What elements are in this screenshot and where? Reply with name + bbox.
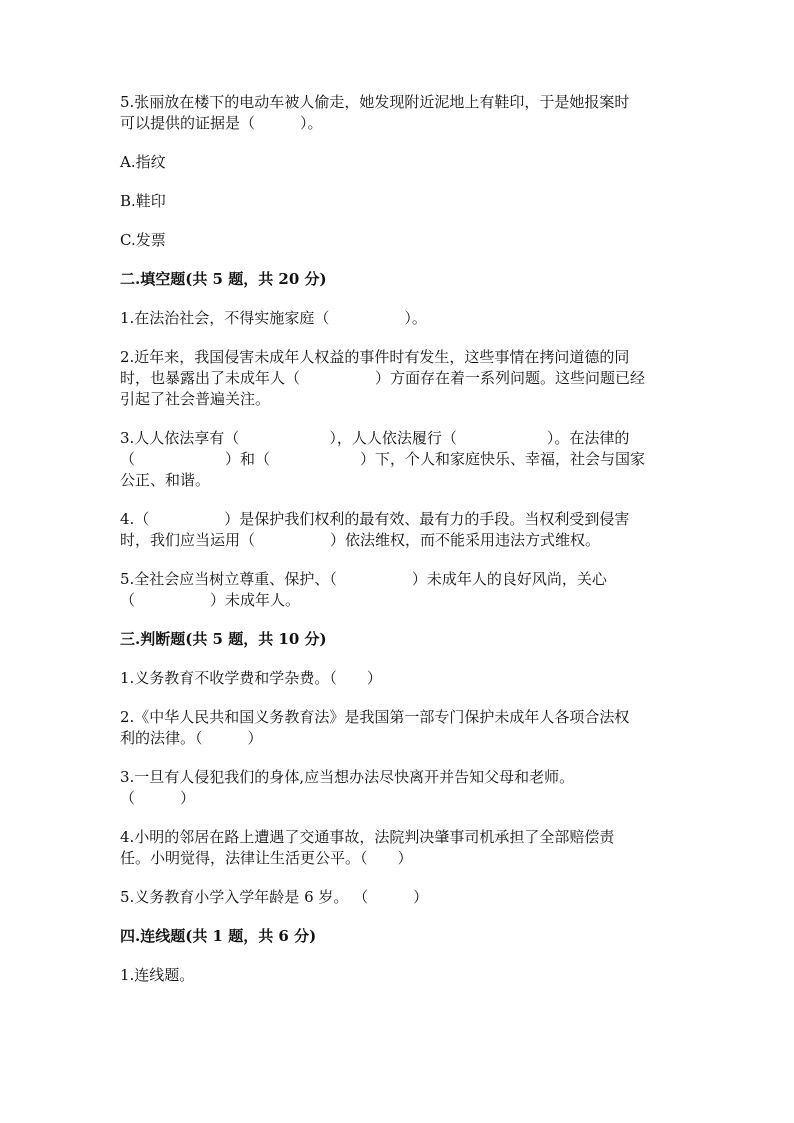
question-text-line: 时，我们应当运用（ ）依法维权，而不能采用违法方式维权。: [120, 531, 601, 549]
question-text-line: 可以提供的证据是（ ）。: [120, 114, 323, 132]
option-a: A.指纹: [120, 153, 166, 171]
question-text-line: 3.人人依法享有（ ），人人依法履行（ ）。在法律的: [120, 429, 630, 447]
section-title-true-false: 三.判断题(共 5 题，共 10 分): [120, 630, 327, 648]
section-title-matching: 四.连线题(共 1 题，共 6 分): [120, 927, 317, 945]
question-text-line: 2.近年来，我国侵害未成年人权益的事件时有发生，这些事情在拷问道德的同: [120, 348, 630, 366]
option-b: B.鞋印: [120, 192, 166, 210]
judge-question-5: 5.义务教育小学入学年龄是 6 岁。 （ ）: [120, 888, 429, 906]
exam-page: [120, 92, 680, 986]
question-text-line: 利的法律。（ ）: [120, 729, 263, 747]
fill-question-3: [120, 428, 680, 491]
fill-question-5: [120, 569, 680, 611]
section-title-fill-blank: 二.填空题(共 5 题，共 20 分): [120, 270, 327, 288]
question-text-line: 引起了社会普遍关注。: [120, 390, 271, 408]
fill-question-4: [120, 509, 680, 551]
question-text-line: （ ）: [120, 789, 196, 807]
question-text-line: 时，也暴露出了未成年人（ ）方面存在着一系列问题。这些问题已经: [120, 369, 646, 387]
choice-question-5: [120, 92, 680, 251]
question-text-line: 公正、和谐。: [120, 471, 211, 489]
question-text-line: 3.一旦有人侵犯我们的身体,应当想办法尽快离开并告知父母和老师。: [120, 768, 575, 786]
judge-question-2: [120, 707, 680, 749]
question-text-line: 任。小明觉得，法律让生活更公平。（ ）: [120, 849, 413, 867]
question-text-line: （ ）未成年人。: [120, 591, 301, 609]
option-c: C.发票: [120, 231, 166, 249]
question-text-line: 2.《中华人民共和国义务教育法》是我国第一部专门保护未成年人各项合法权: [120, 708, 630, 726]
question-text-line: 5.张丽放在楼下的电动车被人偷走，她发现附近泥地上有鞋印，于是她报案时: [120, 93, 630, 111]
judge-question-1: 1.义务教育不收学费和学杂费。（ ）: [120, 669, 382, 687]
fill-question-2: [120, 347, 680, 410]
judge-question-3: [120, 767, 680, 809]
question-text-line: 4.（ ）是保护我们权利的最有效、最有力的手段。当权利受到侵害: [120, 510, 630, 528]
question-text-line: 4.小明的邻居在路上遭遇了交通事故，法院判决肇事司机承担了全部赔偿责: [120, 828, 615, 846]
judge-question-4: [120, 827, 680, 869]
matching-question-1: 1.连线题。: [120, 966, 195, 984]
fill-question-1: 1.在法治社会，不得实施家庭（ ）。: [120, 309, 427, 327]
question-text-line: 5.全社会应当树立尊重、保护、（ ）未成年人的良好风尚，关心: [120, 570, 607, 588]
question-text-line: （ ）和（ ）下，个人和家庭快乐、幸福，社会与国家: [120, 450, 646, 468]
